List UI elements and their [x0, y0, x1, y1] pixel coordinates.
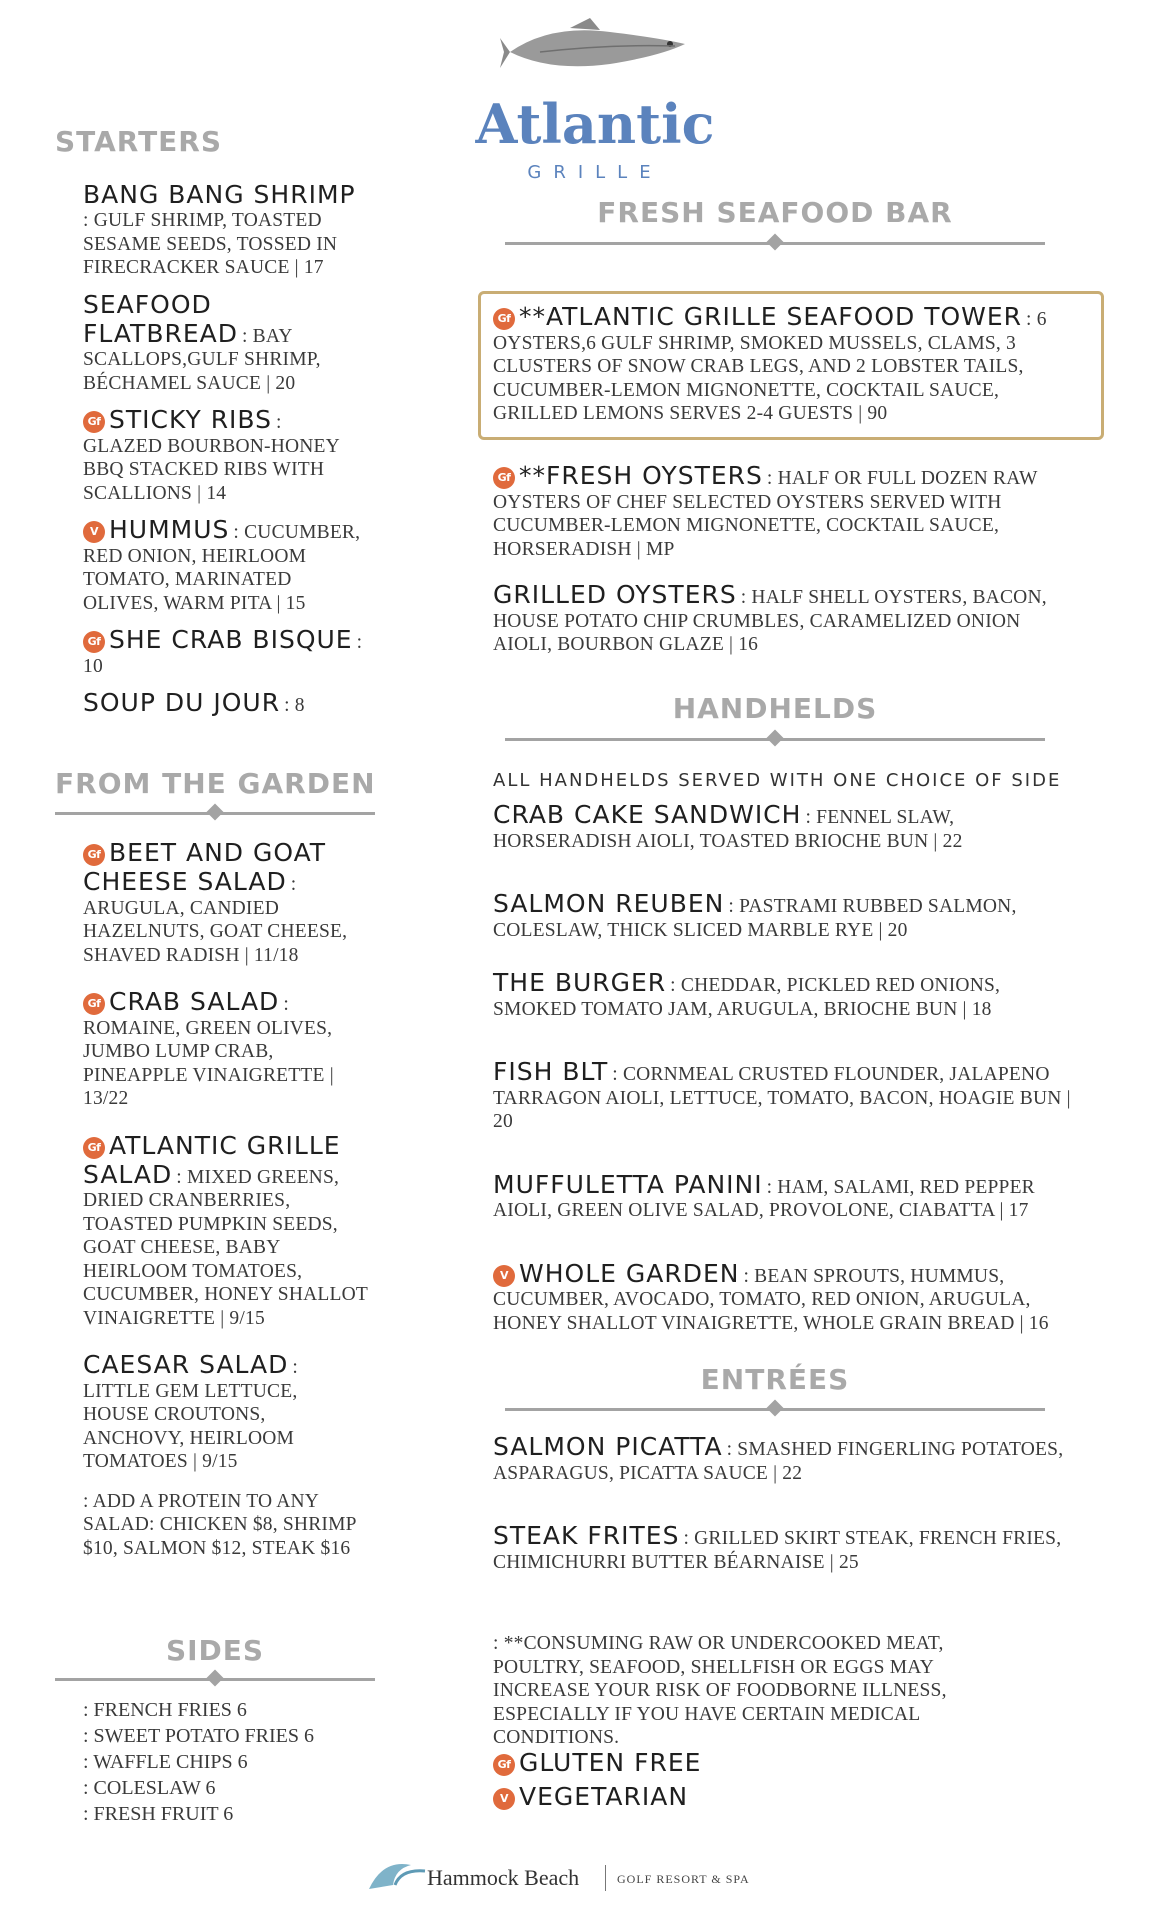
- item-desc: : GRILLED SKIRT STEAK, FRENCH FRIES, CHIMICHURRI BUTTER BÉARNAISE | 25: [493, 1528, 1062, 1573]
- item-name: FISH BLT: [493, 1057, 609, 1086]
- handhelds-list: [493, 800, 1083, 1335]
- handhelds-heading: HANDHELDS: [672, 692, 878, 725]
- logo-title: Atlantic: [475, 92, 715, 156]
- item-desc: : 6 OYSTERS,6 GULF SHRIMP, SMOKED MUSSELS, CLAMS, 3 CLUSTERS OF SNOW CRAB LEGS, AND 2 LOBSTER TAILS, CUCUMBER-LEMON MIGNONETTE, COCKTAIL SAUCE, GRILLED LEMONS SERVES 2-4 GUESTS | 90: [493, 309, 1047, 424]
- footer-tagline: GOLF RESORT & SPA: [617, 1872, 750, 1886]
- vegetarian-icon: V: [493, 1265, 515, 1287]
- item-desc: : CHEDDAR, PICKLED RED ONIONS, SMOKED TOMATO JAM, ARUGULA, BRIOCHE BUN | 18: [493, 975, 1001, 1020]
- footer-separator: [605, 1865, 606, 1891]
- item-name: HUMMUS: [109, 515, 230, 544]
- fresh-oysters-item: [493, 461, 1083, 561]
- item-desc: : CUCUMBER, RED ONION, HEIRLOOM TOMATO, MARINATED OLIVES, WARM PITA | 15: [83, 522, 361, 614]
- menu-item: [83, 1131, 368, 1331]
- list-item: : FRENCH FRIES 6: [83, 1699, 247, 1721]
- menu-item: [493, 1057, 1083, 1134]
- legend-vegetarian: [493, 1782, 688, 1811]
- health-warning: : **CONSUMING RAW OR UNDERCOOKED MEAT, POULTRY, SEAFOOD, SHELLFISH OR EGGS MAY INCREASE YOUR RISK OF FOODBORNE ILLNESS, ESPECIALLY IF YOU HAVE CERTAIN MEDICAL CONDITIONS.: [493, 1633, 947, 1748]
- item-name: THE BURGER: [493, 968, 667, 997]
- item-desc: : HALF SHELL OYSTERS, BACON, HOUSE POTATO CHIP CRUMBLES, CARAMELIZED ONION AIOLI, BOURBON GLAZE | 16: [493, 587, 1047, 655]
- entrees-divider: [505, 1408, 1045, 1411]
- logo: [460, 14, 730, 183]
- gluten-free-icon: Gf: [493, 1754, 515, 1776]
- vegetarian-icon: V: [83, 521, 105, 543]
- footer-brand: Hammock Beach: [427, 1865, 580, 1890]
- menu-item: [493, 1259, 1083, 1336]
- garden-list: [83, 838, 368, 1560]
- menu-item: [493, 889, 1083, 942]
- entrees-list: [493, 1432, 1083, 1574]
- legend-gluten-free: [493, 1748, 701, 1777]
- item-desc: : CORNMEAL CRUSTED FLOUNDER, JALAPENO TARRAGON AIOLI, LETTUCE, TOMATO, BACON, HOAGIE BUN | 20: [493, 1064, 1071, 1132]
- item-name: MUFFULETTA PANINI: [493, 1169, 763, 1199]
- menu-item: [83, 515, 363, 615]
- item-name: **ATLANTIC GRILLE SEAFOOD TOWER: [519, 302, 1023, 331]
- item-name: SHE CRAB BISQUE: [109, 625, 353, 654]
- entrees-heading: ENTRÉES: [700, 1363, 850, 1396]
- legend-label: GLUTEN FREE: [519, 1748, 702, 1777]
- sides-divider: [55, 1678, 375, 1681]
- menu-item: [83, 290, 363, 396]
- item-desc: : ROMAINE, GREEN OLIVES, JUMBO LUMP CRAB, PINEAPPLE VINAIGRETTE | 13/22: [83, 994, 334, 1109]
- wave-icon: [365, 1855, 435, 1895]
- handhelds-note: ALL HANDHELDS SERVED WITH ONE CHOICE OF SIDE: [493, 770, 1062, 791]
- item-name: BANG BANG SHRIMP: [83, 180, 356, 209]
- item-desc: : BEAN SPROUTS, HUMMUS, CUCUMBER, AVOCADO, TOMATO, RED ONION, ARUGULA, HONEY SHALLOT VINAIGRETTE, WHOLE GRAIN BREAD | 16: [493, 1265, 1049, 1334]
- menu-item: [493, 800, 1083, 853]
- item-desc: : HALF OR FULL DOZEN RAW OYSTERS OF CHEF SELECTED OYSTERS SERVED WITH CUCUMBER-LEMON MIGNONETTE, COCKTAIL SAUCE, HORSERADISH | MP: [493, 468, 1038, 560]
- item-name: BEET AND GOAT CHEESE SALAD: [83, 838, 327, 896]
- footer-logo: [365, 1855, 815, 1895]
- sides-list: [83, 1697, 368, 1827]
- menu-item: [493, 1521, 1083, 1574]
- garden-heading: FROM THE GARDEN: [55, 767, 376, 800]
- item-name: ATLANTIC GRILLE SALAD: [83, 1130, 341, 1189]
- fish-icon: [500, 14, 700, 84]
- item-name: SALMON PICATTA: [493, 1432, 723, 1461]
- item-desc: : BAY SCALLOPS,GULF SHRIMP, BÉCHAMEL SAUCE | 20: [83, 325, 321, 394]
- seafood-bar-heading: FRESH SEAFOOD BAR: [597, 196, 953, 229]
- menu-item: [493, 1170, 1083, 1223]
- item-name: CAESAR SALAD: [83, 1350, 289, 1379]
- item-desc: : MIXED GREENS, DRIED CRANBERRIES, TOASTED PUMPKIN SEEDS, GOAT CHEESE, BABY HEIRLOOM TOMATOES, CUCUMBER, HONEY SHALLOT VINAIGRETTE | 9/15: [83, 1166, 368, 1329]
- sides-heading: SIDES: [165, 1634, 265, 1667]
- item-desc: : FENNEL SLAW, HORSERADISH AIOLI, TOASTED BRIOCHE BUN | 22: [493, 807, 963, 852]
- vegetarian-icon: V: [493, 1788, 515, 1810]
- item-desc: : SMASHED FINGERLING POTATOES, ASPARAGUS, PICATTA SAUCE | 22: [493, 1439, 1064, 1484]
- grilled-oysters-item: [493, 580, 1083, 657]
- item-name: GRILLED OYSTERS: [493, 580, 737, 609]
- menu-item: [493, 1432, 1083, 1485]
- item-desc: : PASTRAMI RUBBED SALMON, COLESLAW, THICK SLICED MARBLE RYE | 20: [493, 896, 1017, 941]
- logo-subtitle: GRILLE: [527, 162, 663, 183]
- item-desc: : GLAZED BOURBON-HONEY BBQ STACKED RIBS WITH SCALLIONS | 14: [83, 412, 340, 504]
- item-name: SALMON REUBEN: [493, 889, 725, 918]
- menu-item: [493, 968, 1083, 1021]
- gluten-free-icon: Gf: [83, 993, 105, 1015]
- gluten-free-icon: Gf: [493, 308, 515, 330]
- seafood-tower-item: [493, 302, 1083, 426]
- item-name: STICKY RIBS: [109, 405, 273, 434]
- item-desc: : 8: [284, 695, 305, 716]
- gluten-free-icon: Gf: [493, 467, 515, 489]
- garden-divider: [55, 812, 375, 815]
- item-name: **FRESH OYSTERS: [519, 461, 763, 490]
- item-name: CRAB CAKE SANDWICH: [493, 800, 802, 829]
- item-name: CRAB SALAD: [109, 987, 280, 1016]
- gluten-free-icon: Gf: [83, 411, 105, 433]
- handhelds-divider: [505, 738, 1045, 741]
- legend-label: VEGETARIAN: [519, 1782, 689, 1811]
- item-name: SOUP DU JOUR: [83, 688, 281, 717]
- menu-item: [83, 1350, 368, 1474]
- list-item: : COLESLAW 6: [83, 1777, 216, 1799]
- menu-item: [83, 405, 363, 505]
- menu-item: [83, 838, 368, 967]
- item-name: WHOLE GARDEN: [519, 1258, 740, 1288]
- gluten-free-icon: Gf: [83, 631, 105, 653]
- item-desc: : 10: [83, 632, 363, 677]
- item-desc: : GULF SHRIMP, TOASTED SESAME SEEDS, TOSSED IN FIRECRACKER SAUCE | 17: [83, 210, 338, 278]
- starters-heading: STARTERS: [55, 125, 223, 158]
- gluten-free-icon: Gf: [83, 1137, 105, 1159]
- item-desc: : LITTLE GEM LETTUCE, HOUSE CROUTONS, ANCHOVY, HEIRLOOM TOMATOES | 9/15: [83, 1357, 299, 1472]
- menu-item: [83, 625, 363, 678]
- protein-note: : ADD A PROTEIN TO ANY SALAD: CHICKEN $8, SHRIMP $10, SALMON $12, STEAK $16: [83, 1490, 356, 1559]
- item-desc: : HAM, SALAMI, RED PEPPER AIOLI, GREEN OLIVE SALAD, PROVOLONE, CIABATTA | 17: [493, 1176, 1035, 1221]
- gluten-free-icon: Gf: [83, 844, 105, 866]
- menu-item: [83, 180, 363, 280]
- item-desc: : ARUGULA, CANDIED HAZELNUTS, GOAT CHEESE, SHAVED RADISH | 11/18: [83, 874, 348, 966]
- list-item: : SWEET POTATO FRIES 6: [83, 1725, 315, 1747]
- list-item: : WAFFLE CHIPS 6: [83, 1751, 248, 1773]
- item-name: SEAFOOD FLATBREAD: [83, 289, 238, 348]
- starters-list: [83, 180, 363, 718]
- item-name: STEAK FRITES: [493, 1521, 680, 1550]
- seafood-bar-divider: [505, 242, 1045, 245]
- list-item: : FRESH FRUIT 6: [83, 1803, 234, 1825]
- menu-item: [83, 987, 368, 1111]
- menu-item: [83, 688, 363, 718]
